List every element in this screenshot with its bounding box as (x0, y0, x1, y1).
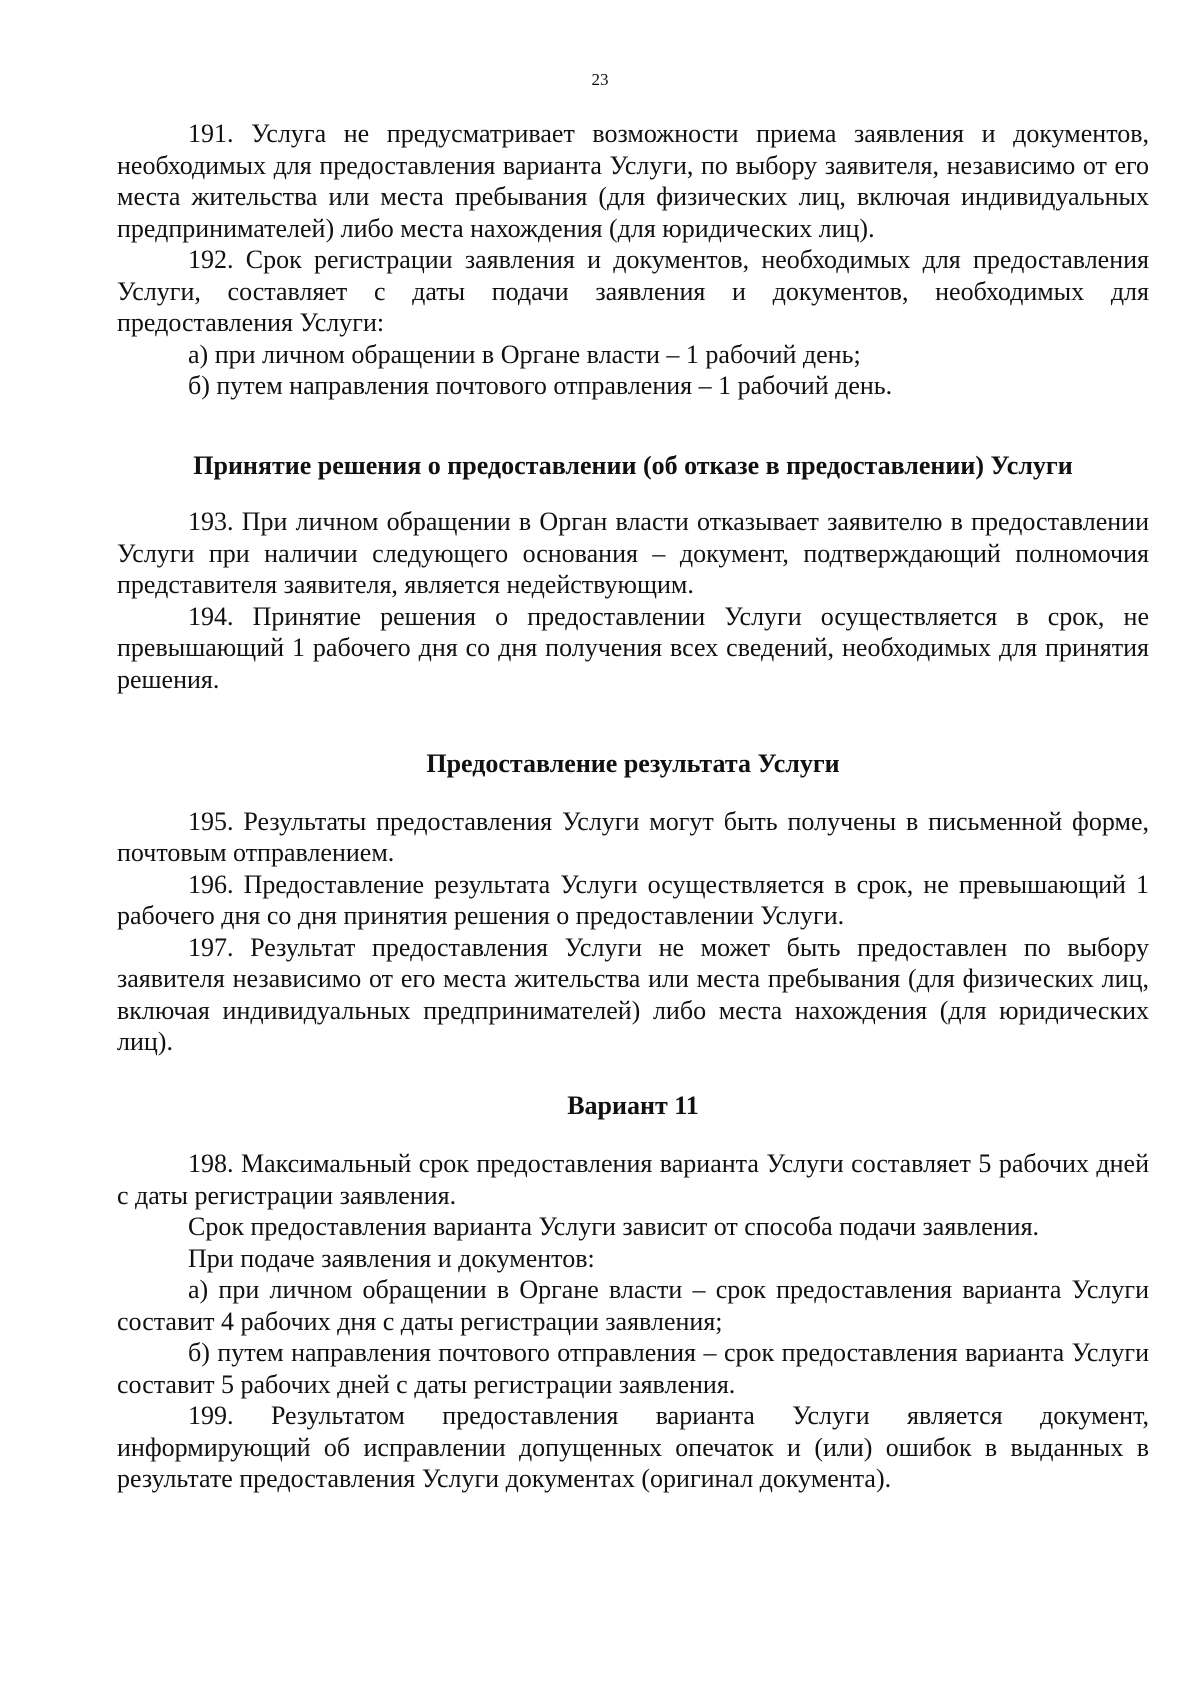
section-heading-variant-11: Вариант 11 (567, 1090, 699, 1120)
paragraph-194: 194. Принятие решения о предоставлении Услуги осуществляется в срок, не превышающий 1 рабочего дня со дня получения всех сведений, необходимых для принятия решения. (117, 601, 1149, 694)
paragraph-192: 192. Срок регистрации заявления и документов, необходимых для предоставления Услуги, составляет с даты подачи заявления и документов, необходимых для предоставления Услуги: (117, 245, 1149, 337)
paragraph-192-b: б) путем направления почтового отправления – 1 рабочий день. (188, 371, 893, 400)
paragraph-195: 195. Результаты предоставления Услуги могут быть получены в письменной форме, почтовым отправлением. (117, 806, 1149, 867)
paragraph-192-a: а) при личном обращении в Органе власти – 1 рабочий день; (188, 339, 861, 369)
paragraph-191: 191. Услуга не предусматривает возможности приема заявления и документов, необходимых для предоставления варианта Услуги, по выбору заявителя, независимо от его места жительства или места пребывания (для физических лиц, включая индивидуальных предпринимателей) либо места нахождения (для юридических лиц). (117, 119, 1149, 243)
paragraph-199: 199. Результатом предоставления варианта Услуги является документ, информирующий об исправлении допущенных опечаток и (или) ошибок в выданных в результате предоставления Услуги документах (оригинал документа). (117, 1401, 1149, 1493)
page-number: 23 (591, 70, 609, 89)
paragraph-196: 196. Предоставление результата Услуги осуществляется в срок, не превышающий 1 рабочего дня со дня принятия решения о предоставлении Услуги. (117, 869, 1149, 930)
paragraph-198: 198. Максимальный срок предоставления варианта Услуги составляет 5 рабочих дней с даты регистрации заявления. (117, 1149, 1149, 1210)
paragraph-198-a: а) при личном обращении в Органе власти – срок предоставления варианта Услуги составит 4 рабочих дня с даты регистрации заявления; (117, 1275, 1149, 1336)
document-body (117, 118, 1149, 1495)
paragraph-198-term: Срок предоставления варианта Услуги зависит от способа подачи заявления. (188, 1212, 1040, 1241)
paragraph-198-submission: При подаче заявления и документов: (188, 1243, 595, 1273)
paragraph-198-b: б) путем направления почтового отправления – срок предоставления варианта Услуги составит 5 рабочих дней с даты регистрации заявления. (117, 1338, 1149, 1399)
paragraph-197: 197. Результат предоставления Услуги не может быть предоставлен по выбору заявителя независимо от его места жительства или места пребывания (для физических лиц, включая индивидуальных предпринимателей) либо места нахождения (для юридических лиц). (117, 932, 1149, 1056)
paragraph-193: 193. При личном обращении в Орган власти отказывает заявителю в предоставлении Услуги при наличии следующего основания – документ, подтверждающий полномочия представителя заявителя, является недействующим. (117, 507, 1149, 599)
section-heading-result: Предоставление результата Услуги (426, 749, 840, 778)
section-heading-decision: Принятие решения о предоставлении (об отказе в предоставлении) Услуги (193, 450, 1073, 480)
